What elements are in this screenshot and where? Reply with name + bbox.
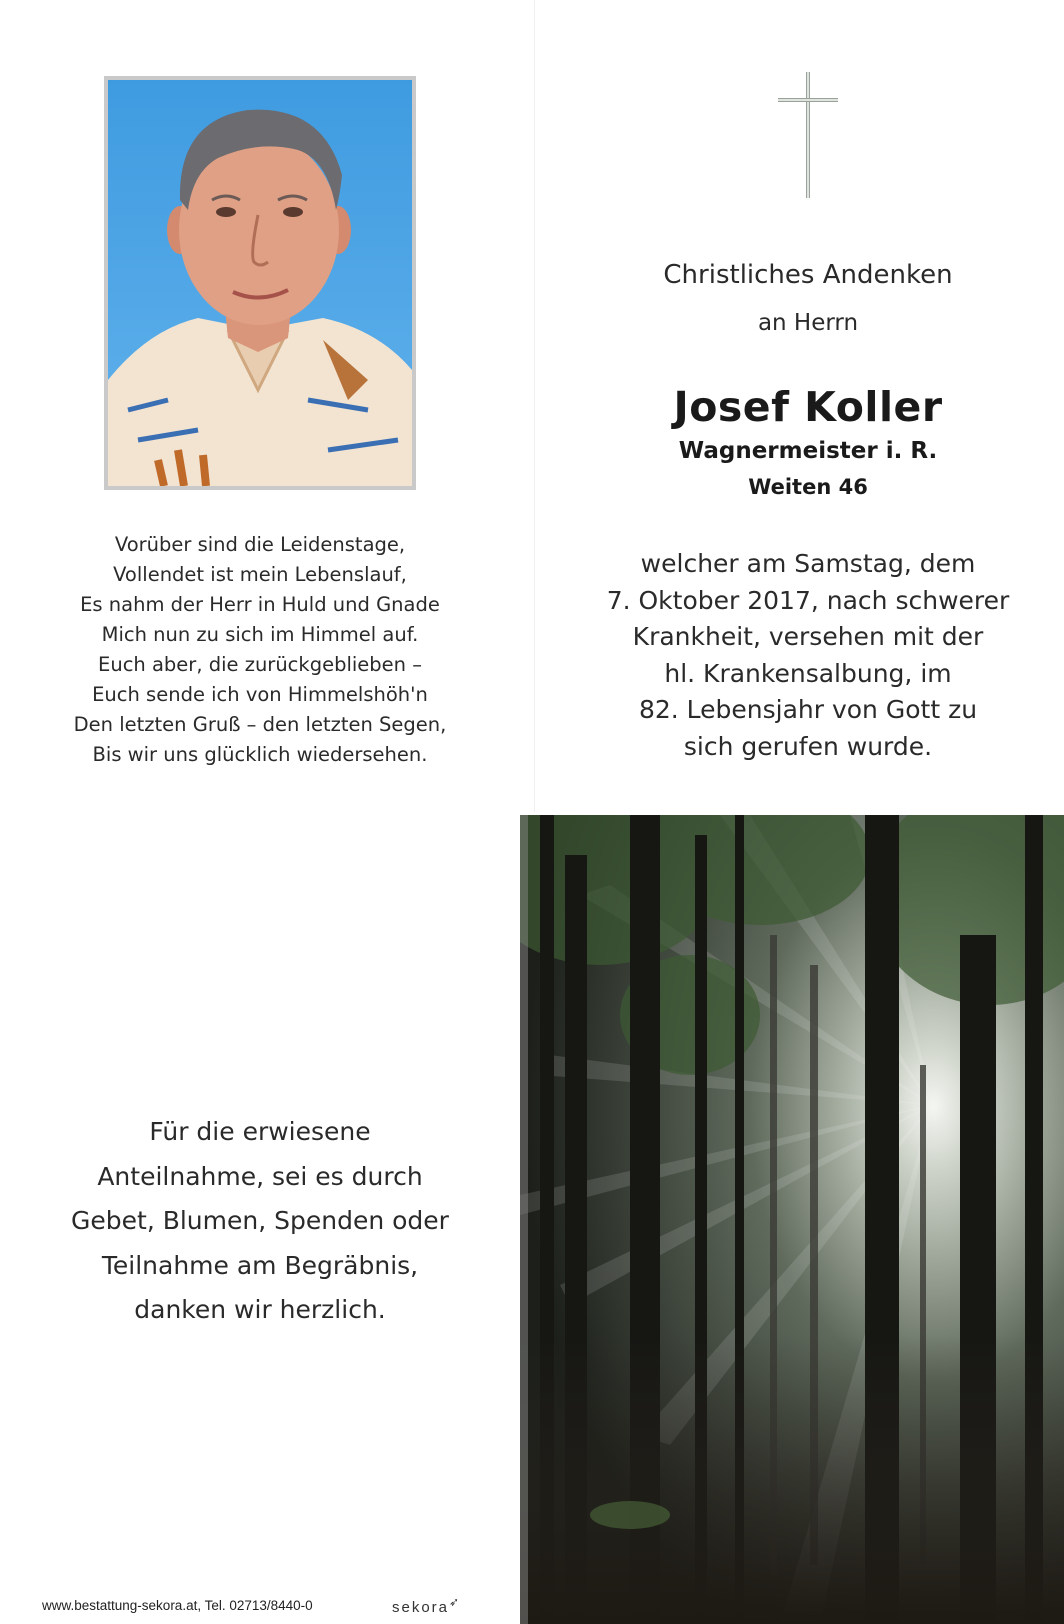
obituary-line: welcher am Samstag, dem — [640, 549, 976, 578]
card-heading: Christliches Andenken — [663, 260, 953, 290]
poem-line: Euch aber, die zurückgeblieben – — [98, 653, 422, 676]
footer-contact: www.bestattung-sekora.at, Tel. 02713/8440-0 — [42, 1598, 313, 1613]
poem-line: Bis wir uns glücklich wiedersehen. — [92, 743, 428, 766]
thanks-line: Teilnahme am Begräbnis, — [101, 1250, 419, 1280]
cross-icon — [778, 72, 838, 198]
bird-icon: ➶ — [449, 1595, 460, 1609]
obituary-line: 7. Oktober 2017, nach schwerer — [606, 585, 1010, 615]
sekora-logo — [392, 1595, 459, 1616]
deceased-address: Weiten 46 — [748, 475, 868, 499]
portrait-photo — [104, 76, 416, 490]
fold-line — [534, 0, 535, 812]
deceased-title: Wagnermeister i. R. — [678, 438, 938, 464]
obituary-text — [560, 546, 1056, 765]
card-subheading: an Herrn — [757, 310, 859, 336]
thanks-line: Gebet, Blumen, Spenden oder — [71, 1206, 449, 1235]
poem — [40, 530, 480, 770]
thanks-text — [40, 1110, 480, 1333]
forest-image — [520, 815, 1064, 1624]
obituary-line: 82. Lebensjahr von Gott zu — [638, 695, 978, 724]
deceased-name: Josef Koller — [673, 383, 943, 431]
poem-line: Euch sende ich von Himmelshöh'n — [92, 683, 428, 706]
obituary-line: Krankheit, versehen mit der — [632, 622, 984, 651]
obituary-line: sich gerufen wurde. — [683, 731, 933, 761]
poem-line: Den letzten Gruß – den letzten Segen, — [73, 713, 447, 736]
thanks-line: Für die erwiesene — [149, 1117, 371, 1146]
thanks-line: danken wir herzlich. — [134, 1295, 386, 1324]
poem-line: Es nahm der Herr in Huld und Gnade — [80, 593, 440, 616]
poem-line: Mich nun zu sich im Himmel auf. — [101, 623, 419, 646]
poem-line: Vorüber sind die Leidenstage, — [114, 533, 406, 556]
thanks-line: Anteilnahme, sei es durch — [97, 1161, 423, 1191]
logo-text: sekora — [392, 1599, 450, 1616]
obituary-line: hl. Krankensalbung, im — [664, 658, 952, 688]
poem-line: Vollendet ist mein Lebenslauf, — [113, 563, 407, 586]
